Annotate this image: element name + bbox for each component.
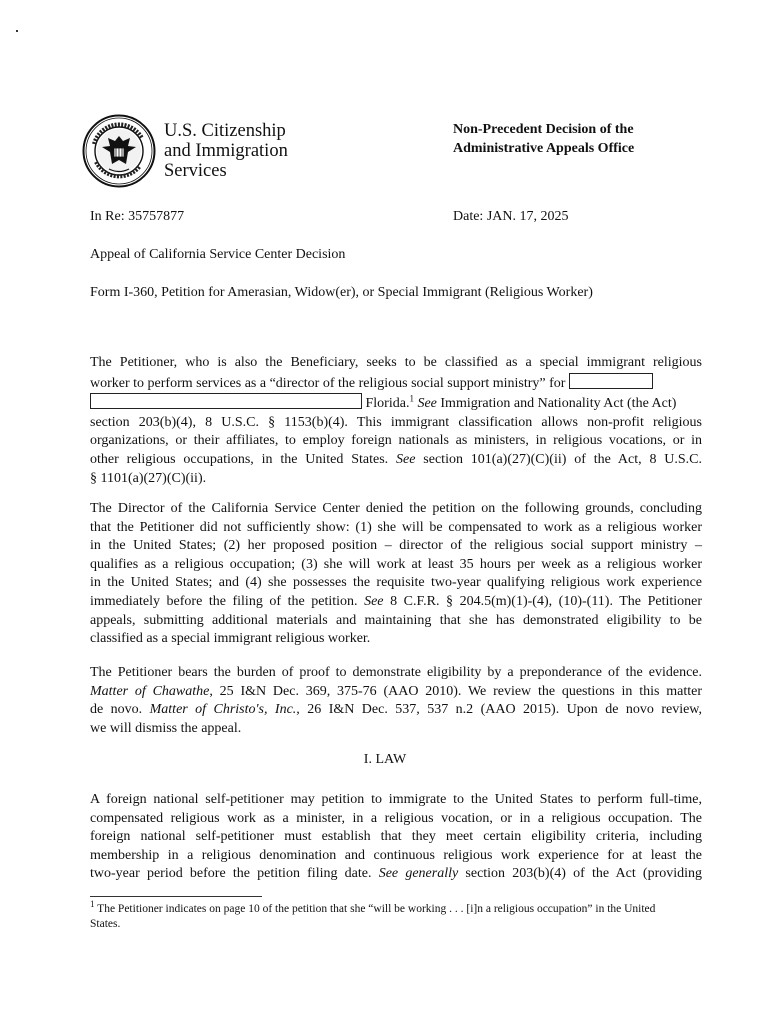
footnote-line (90, 899, 702, 917)
text-line: membership in a religious denomination and continuous religious work experience for at least the (90, 847, 702, 863)
text-line: foreign national self-petitioner must establish that they meet certain eligibility criteria, including (90, 829, 702, 845)
text-span: , 26 I&N Dec. 537, 537 n.2 (AAO 2015). Upon de novo review, (296, 702, 703, 718)
text-span: See generally (378, 866, 459, 882)
redaction-box (569, 373, 653, 389)
case-number: In Re: 35757877 (90, 209, 185, 224)
agency-line-1: U.S. Citizenship (164, 121, 286, 141)
section-heading: I. LAW (363, 752, 407, 767)
scan-speck (16, 30, 18, 32)
appeal-line: Appeal of California Service Center Decision (90, 247, 346, 262)
text-line: section 203(b)(4), 8 U.S.C. § 1153(b)(4). This immigrant classification allows non-profit religious (90, 414, 702, 430)
footnote-marker: 1 (409, 393, 414, 404)
paragraph-burden-of-proof (90, 664, 702, 738)
form-line: Form I-360, Petition for Amerasian, Widow(er), or Special Immigrant (Religious Worker) (90, 285, 593, 300)
text-span: two-year period before the petition filing date. (90, 866, 372, 882)
text-span: section 101(a)(27)(C)(ii) of the Act, 8 U.S.C. (423, 451, 703, 467)
decision-type (453, 120, 634, 158)
text-line (90, 593, 702, 612)
text-span: See (364, 593, 384, 609)
text-span: immediately before the filing of the petition. (90, 593, 358, 609)
text-span: other religious occupations, in the United States. (90, 451, 389, 467)
dhs-seal-icon (82, 114, 156, 188)
text-line (90, 373, 702, 394)
paragraph-law (90, 791, 702, 884)
text-span: See (417, 396, 437, 412)
footnote (90, 899, 702, 932)
agency-name (164, 121, 288, 181)
text-line (90, 451, 702, 470)
text-line: in the United States; (2) her proposed position – director of the religious social support ministry – (90, 538, 702, 554)
text-span: The Petitioner indicates on page 10 of the petition that she “will be working . . . [i]n a religious occupation” in the United (97, 903, 656, 915)
redaction-box (90, 393, 362, 409)
case-citation: Matter of Christo's, Inc. (149, 702, 297, 718)
text-line: in the United States; and (4) she possesses the requisite two-year qualifying religious work experience (90, 575, 702, 591)
text-span: Immigration and Nationality Act (the Act) (440, 396, 677, 412)
text-line: we will dismiss the appeal. (90, 720, 242, 736)
text-line: § 1101(a)(27)(C)(ii). (90, 470, 207, 486)
text-span: de novo. (90, 702, 143, 718)
paragraph-petitioner-intro (90, 354, 702, 488)
text-line: qualifies as a religious occupation; (3) she will work at least 35 hours per week as a religious worker (90, 556, 702, 572)
agency-line-2: and Immigration (164, 141, 288, 161)
footnote-line: States. (90, 918, 121, 930)
text-line: appeals, submitting additional materials and maintaining that she has demonstrated eligibility to be (90, 612, 702, 628)
text-span: section 203(b)(4) of the Act (providing (465, 866, 703, 882)
decision-date: Date: JAN. 17, 2025 (453, 209, 569, 224)
text-span: 8 C.F.R. § 204.5(m)(1)-(4), (10)-(11). The Petitioner (390, 593, 703, 609)
case-citation: Matter of Chawathe (90, 683, 210, 699)
text-line: The Petitioner, who is also the Beneficiary, seeks to be classified as a special immigrant religious (90, 355, 702, 370)
text-line (90, 683, 702, 702)
text-line (90, 701, 702, 720)
footnote-divider (90, 896, 262, 897)
text-line: A foreign national self-petitioner may petition to immigrate to the United States to perform full-time, (90, 792, 702, 807)
footnote-number: 1 (90, 899, 95, 910)
paragraph-director-denial (90, 500, 702, 649)
text-span: worker to perform services as a “director of the religious social support ministry” for (90, 375, 566, 391)
decision-line-2: Administrative Appeals Office (453, 141, 635, 156)
text-line (90, 393, 702, 414)
text-line: organizations, or their affiliates, to employ foreign nationals as ministers, in religious vocations, or in (90, 433, 702, 449)
text-line: compensated religious work as a minister, in a religious vocation, or in a religious occupation. The (90, 810, 702, 826)
agency-line-3: Services (164, 161, 227, 181)
text-line (90, 865, 702, 884)
decision-line-1: Non-Precedent Decision of the (453, 122, 634, 137)
text-line: The Petitioner bears the burden of proof to demonstrate eligibility by a preponderance of the evidence. (90, 665, 702, 680)
text-span: , 25 I&N Dec. 369, 375-76 (AAO 2010). We review the questions in this matter (209, 683, 702, 699)
text-span: Florida. (365, 396, 410, 412)
text-line: classified as a special immigrant religious worker. (90, 631, 371, 647)
text-span: See (396, 451, 416, 467)
text-line: The Director of the California Service Center denied the petition on the following grounds, concluding (90, 501, 702, 516)
text-line: that the Petitioner did not sufficiently show: (1) she will be compensated to work as a religious worker (90, 519, 702, 535)
